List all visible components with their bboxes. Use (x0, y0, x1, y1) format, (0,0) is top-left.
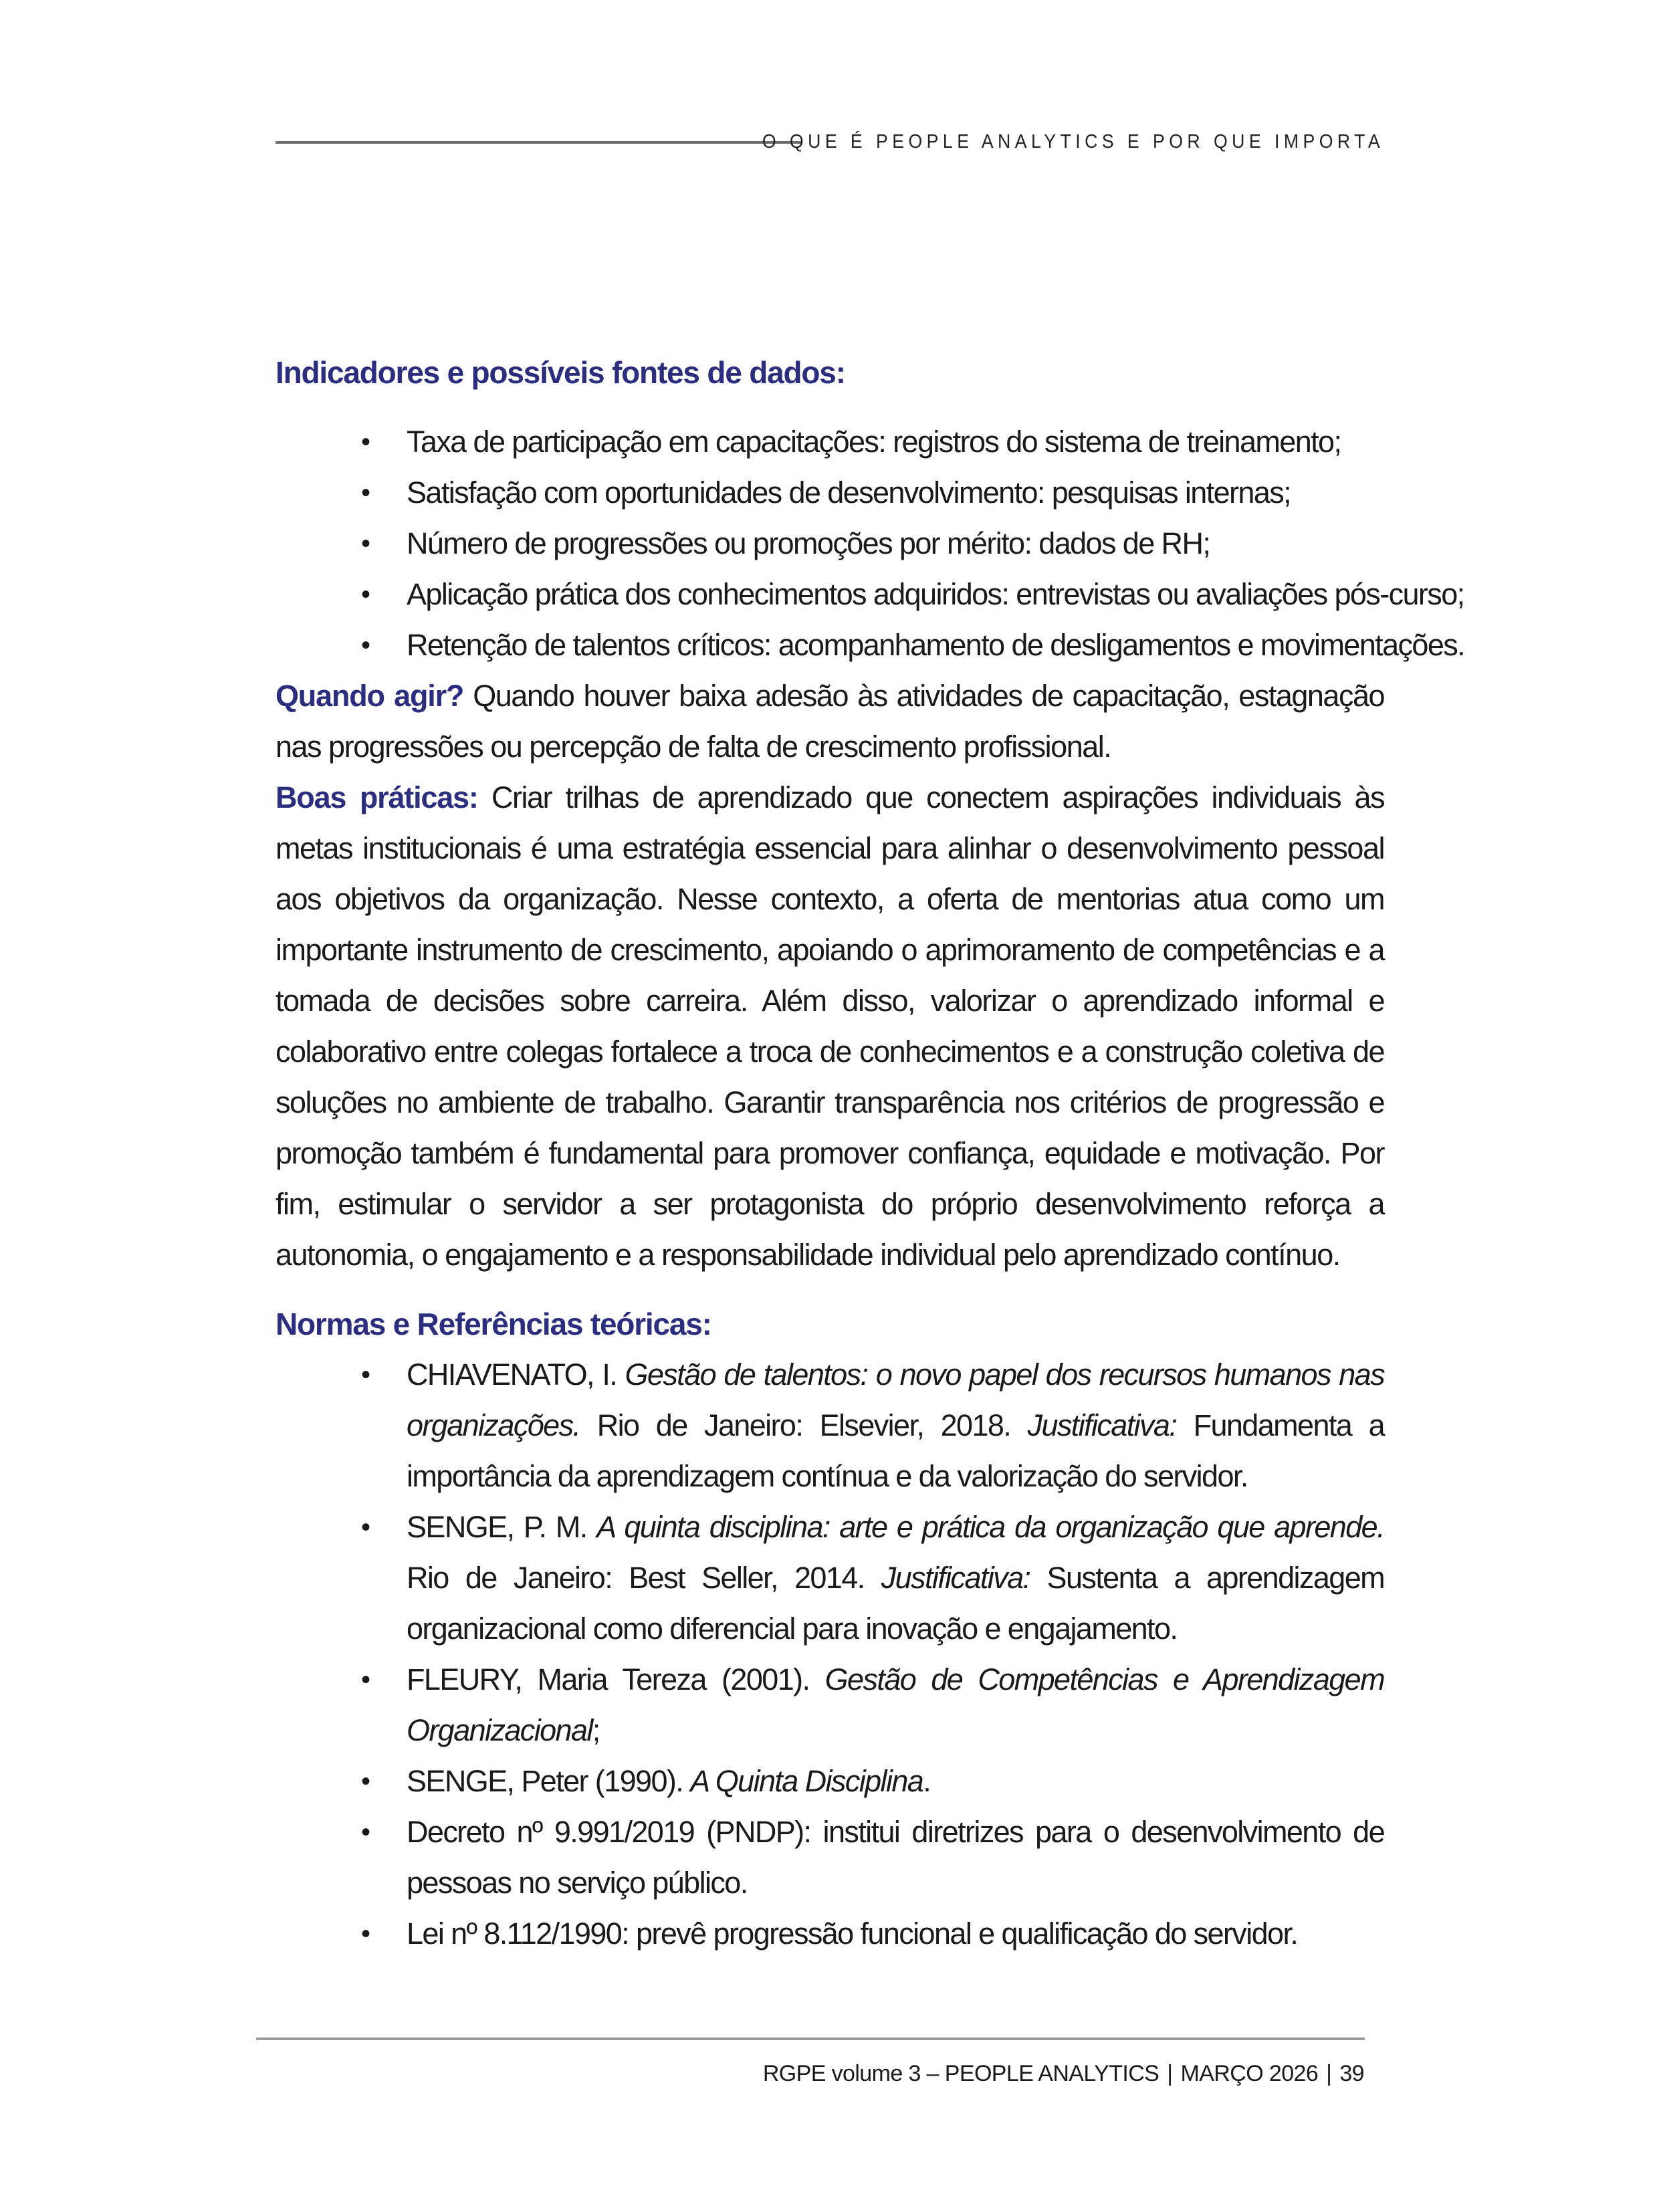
good-practices-text: Criar trilhas de aprendizado que conectem aspirações individuais às metas institucionais é uma estratégia essencial para alinhar o desenvolvimento pessoal aos objetivos da organização. Nesse contexto, a oferta de mentorias atua como um importante instrumento de crescimento, apoiando o aprimoramento de competências e a tomada de decisões sobre carreira. Além disso, valorizar o aprendizado informal e colaborativo entre colegas fortalece a troca de conhecimentos e a construção coletiva de soluções no ambiente de trabalho. Garantir transparência nos critérios de progressão e promoção também é fundamental para promover confiança, equidade e motivação. Por fim, estimular o servidor a ser protagonista do próprio desenvolvimento reforça a autonomia, o engajamento e a responsabilidade individual pelo aprendizado contínuo. (275, 780, 1384, 1272)
bullet-icon: • (361, 427, 371, 457)
running-header: O QUE É PEOPLE ANALYTICS E POR QUE IMPORTA (762, 131, 1384, 152)
bullet-icon: • (361, 1817, 371, 1847)
justification-label: Justificativa: (1027, 1408, 1177, 1442)
bullet-icon: • (361, 1665, 371, 1694)
justification-label: Justificativa: (881, 1561, 1030, 1595)
list-item: • Taxa de participação em capacitações: registros do sistema de treinamento; (275, 417, 1384, 467)
when-to-act-text: Quando houver baixa adesão às atividades de capacitação, estagnação nas progressões ou percepção de falta de crescimento profissional. (275, 679, 1384, 764)
bullet-icon: • (361, 1767, 371, 1796)
footer-rule (256, 2037, 1365, 2040)
page-footer (763, 2061, 1364, 2087)
bullet-icon: • (361, 631, 371, 660)
references-list (275, 1349, 1384, 1959)
bullet-icon: • (361, 478, 371, 508)
good-practices-paragraph (275, 772, 1384, 1281)
reference-item: • FLEURY, Maria Tereza (2001). Gestão de Competências e Aprendizagem Organizacional; (275, 1654, 1384, 1756)
bullet-icon: • (361, 529, 371, 558)
bullet-icon: • (361, 580, 371, 609)
footer-date: MARÇO 2026 (1180, 2061, 1319, 2086)
header-rule (275, 141, 802, 144)
bullet-icon: • (361, 1513, 371, 1542)
list-item: • Retenção de talentos críticos: acompanhamento de desligamentos e movimentações. (275, 620, 1384, 671)
footer-separator: | (1167, 2061, 1173, 2086)
footer-separator: | (1326, 2061, 1332, 2086)
bullet-icon: • (361, 1360, 371, 1390)
reference-title: A quinta disciplina: arte e prática da organização que aprende. (596, 1510, 1384, 1544)
good-practices-label: Boas práticas: (275, 780, 478, 814)
indicators-list (275, 417, 1465, 671)
footer-publication: RGPE volume 3 – PEOPLE ANALYTICS (762, 2061, 1159, 2086)
page-content (275, 348, 1465, 1959)
references-heading: Normas e Referências teóricas: (275, 1307, 711, 1341)
list-item: • Aplicação prática dos conhecimentos adquiridos: entrevistas ou avaliações pós-curso; (275, 569, 1384, 620)
reference-item: • Lei nº 8.112/1990: prevê progressão funcional e qualificação do servidor. (275, 1908, 1384, 1959)
reference-title: Gestão de Competências e Aprendizagem Organizacional (407, 1662, 1384, 1747)
bullet-icon: • (361, 1919, 371, 1949)
reference-item: • Decreto nº 9.991/2019 (PNDP): institui diretrizes para o desenvolvimento de pessoas no serviço público. (275, 1807, 1384, 1908)
reference-item: • CHIAVENATO, I. Gestão de talentos: o novo papel dos recursos humanos nas organizações. Rio de Janeiro: Elsevier, 2018. Justificativa: Fundamenta a importância da aprendizagem contínua e da valorização do servidor. (275, 1349, 1384, 1502)
list-item: • Satisfação com oportunidades de desenvolvimento: pesquisas internas; (275, 467, 1384, 518)
reference-item: • SENGE, P. M. A quinta disciplina: arte e prática da organização que aprende. Rio de Janeiro: Best Seller, 2014. Justificativa: Sustenta a aprendizagem organizacional como diferencial para inovação e engajamento. (275, 1502, 1384, 1654)
when-to-act-paragraph (275, 671, 1384, 772)
list-item: • Número de progressões ou promoções por mérito: dados de RH; (275, 518, 1384, 569)
when-to-act-label: Quando agir? (275, 679, 464, 713)
reference-title: Gestão de talentos: o novo papel dos recursos humanos nas organizações. (407, 1357, 1384, 1442)
reference-item: • SENGE, Peter (1990). A Quinta Disciplina. (275, 1756, 1384, 1807)
reference-title: A Quinta Disciplina (690, 1764, 923, 1798)
indicators-heading: Indicadores e possíveis fontes de dados: (275, 355, 845, 390)
page-number: 39 (1339, 2061, 1364, 2086)
